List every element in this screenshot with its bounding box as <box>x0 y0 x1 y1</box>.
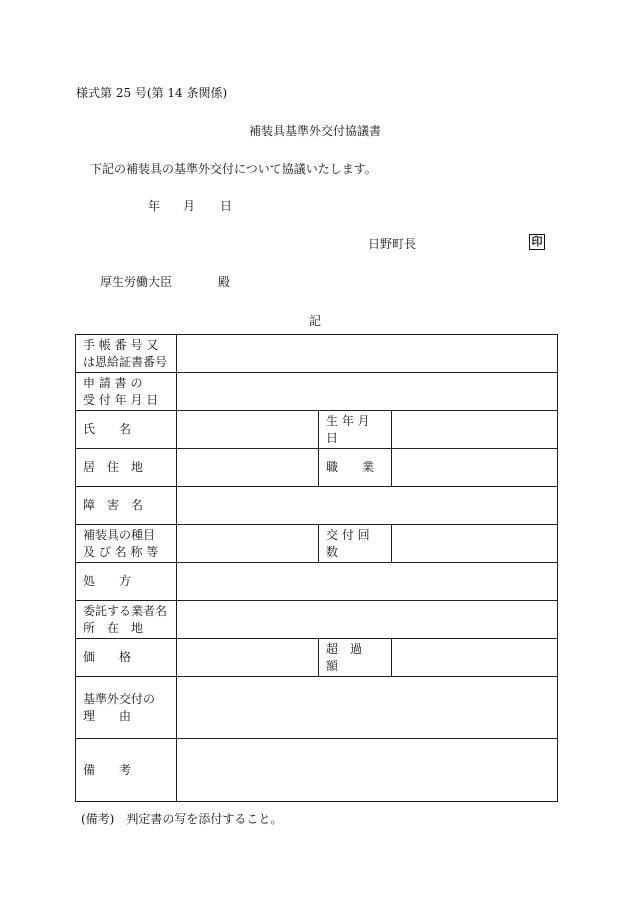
reason-field[interactable] <box>177 677 558 739</box>
label-line: 理 由 <box>83 708 132 723</box>
prescription-field[interactable] <box>177 563 558 601</box>
date-day-label: 日 <box>220 199 233 213</box>
document-title: 補装具基準外交付協議書 <box>248 124 381 138</box>
intro-text: 下記の補装具の基準外交付について協議いたします。 <box>90 162 377 176</box>
label-line: 補装具の種目 <box>83 527 156 542</box>
name-field[interactable] <box>177 411 319 449</box>
honorific: 殿 <box>218 275 231 289</box>
label-line: 基準外交付の <box>83 691 156 706</box>
table-row <box>76 677 558 739</box>
label-line: 受 付 年 月 日 <box>83 392 159 407</box>
label-cell <box>76 677 177 739</box>
table-row <box>76 373 558 411</box>
occupation-field[interactable] <box>392 449 558 487</box>
label-line: 所 在 地 <box>83 620 144 635</box>
label-cell: 居 住 地 <box>76 449 177 487</box>
label-cell: 生 年 月 日 <box>319 411 392 449</box>
label-cell: 備 考 <box>76 739 177 802</box>
device-type-field[interactable] <box>177 525 319 563</box>
contractor-field[interactable] <box>177 601 558 639</box>
label-line: 及 び 名 称 等 <box>83 544 159 559</box>
price-field[interactable] <box>177 639 319 677</box>
excess-amount-field[interactable] <box>392 639 558 677</box>
label-line: 委託する業者名 <box>83 603 168 618</box>
form-number: 様式第 25 号(第 14 条関係) <box>76 86 228 100</box>
label-cell <box>76 601 177 639</box>
label-cell: 障 害 名 <box>76 487 177 525</box>
label-cell <box>76 335 177 373</box>
label-cell: 超 過 額 <box>319 639 392 677</box>
table-row <box>76 335 558 373</box>
table-row <box>76 601 558 639</box>
label-cell: 価 格 <box>76 639 177 677</box>
table-row <box>76 449 558 487</box>
table-row <box>76 411 558 449</box>
remark-note: (備考) 判定書の写を添付すること。 <box>81 812 283 826</box>
label-cell: 職 業 <box>319 449 392 487</box>
addressee: 厚生労働大臣 <box>100 275 173 289</box>
table-row <box>76 563 558 601</box>
form-table <box>75 334 558 802</box>
label-cell <box>76 373 177 411</box>
application-date-field[interactable] <box>177 373 558 411</box>
date-month-label: 月 <box>183 199 196 213</box>
label-line: 手 帳 番 号 又 <box>83 337 159 352</box>
table-row <box>76 739 558 802</box>
seal-mark: 印 <box>529 234 545 250</box>
address-field[interactable] <box>177 449 319 487</box>
table-row <box>76 525 558 563</box>
birthdate-field[interactable] <box>392 411 558 449</box>
table-row <box>76 487 558 525</box>
label-cell: 処 方 <box>76 563 177 601</box>
label-cell: 氏 名 <box>76 411 177 449</box>
label-cell <box>76 525 177 563</box>
table-row <box>76 639 558 677</box>
handbook-number-field[interactable] <box>177 335 558 373</box>
sender-name: 日野町長 <box>368 237 417 251</box>
ki-heading: 記 <box>308 314 321 328</box>
label-line: は恩給証書番号 <box>83 354 168 369</box>
disability-field[interactable] <box>177 487 558 525</box>
label-line: 申 請 書 の <box>83 375 143 390</box>
date-year-label: 年 <box>148 199 161 213</box>
issue-count-field[interactable] <box>392 525 558 563</box>
label-cell: 交 付 回 数 <box>319 525 392 563</box>
notes-field[interactable] <box>177 739 558 802</box>
